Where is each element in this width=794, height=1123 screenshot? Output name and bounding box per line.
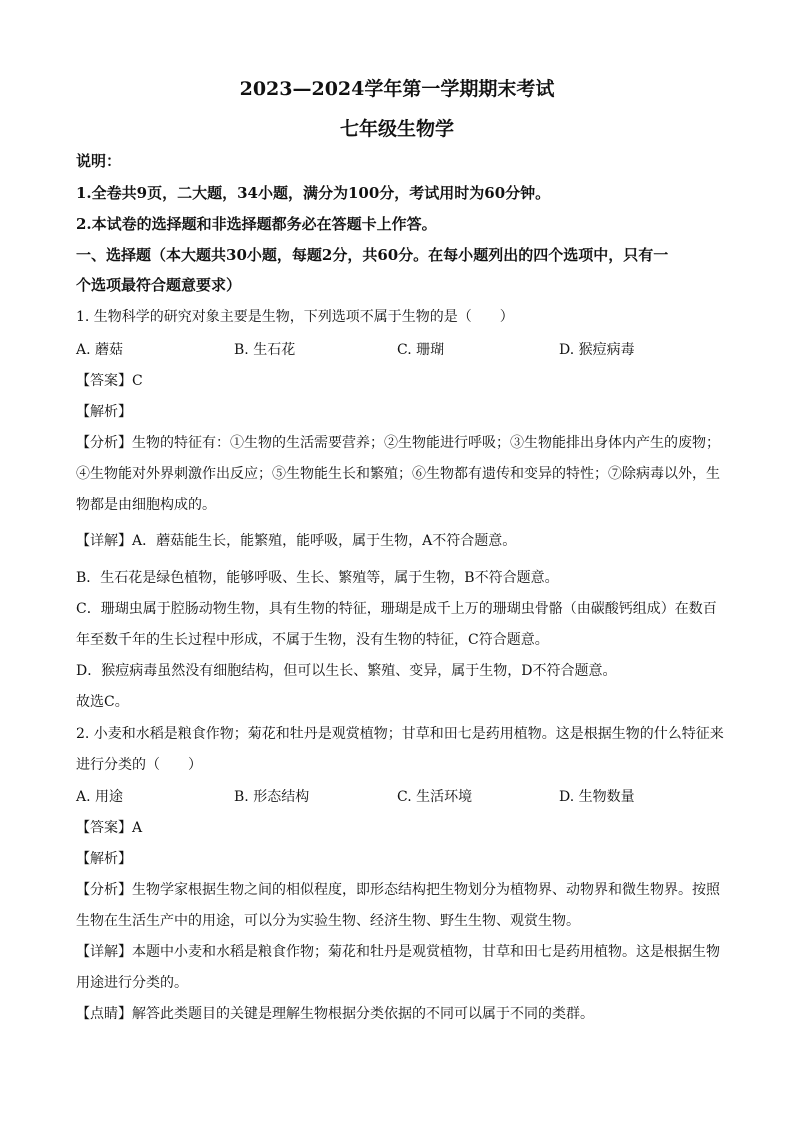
- question-2-stem: 2. 小麦和水稻是粮食作物；菊花和牡丹是观赏植物；甘草和田七是药用植物。这是根据生物的什么特征来: [76, 726, 724, 742]
- q1-analysis-line: 【分析】生物的特征有：①生物的生活需要营养；②生物能进行呼吸；③生物能排出身体内产生的废物；: [76, 435, 720, 451]
- instruction-item: 2.本试卷的选择题和非选择题都务必在答题卡上作答。: [76, 215, 437, 233]
- q1-detail-line: 【详解】A．蘑菇能生长，能繁殖，能呼吸，属于生物，A不符合题意。: [76, 533, 517, 549]
- q1-option-d: D. 猴痘病毒: [559, 342, 635, 358]
- question-1-stem: 1. 生物科学的研究对象主要是生物，下列选项不属于生物的是（ ）: [76, 309, 514, 325]
- q2-option-c: C. 生活环境: [397, 789, 473, 805]
- instruction-item: 1.全卷共9页，二大题，34小题，满分为100分，考试用时为60分钟。: [76, 184, 551, 202]
- q1-option-a: A. 蘑菇: [76, 342, 124, 358]
- q1-analysis-label: 【解析】: [76, 404, 132, 420]
- q2-analysis-line: 【分析】生物学家根据生物之间的相似程度，即形态结构把生物划分为植物界、动物界和微生物界。按照: [76, 882, 720, 898]
- q2-detail-line: 用途进行分类的。: [76, 975, 188, 991]
- question-2-stem-continued: 进行分类的（ ）: [76, 757, 202, 773]
- q2-analysis-label: 【解析】: [76, 851, 132, 867]
- q2-detail-line: 【详解】本题中小麦和水稻是粮食作物；菊花和牡丹是观赏植物，甘草和田七是药用植物。这是根据生物: [76, 944, 720, 960]
- q2-answer: 【答案】A: [76, 820, 143, 836]
- q2-option-b: B. 形态结构: [234, 789, 310, 805]
- q2-tip: 【点睛】解答此类题目的关键是理解生物根据分类依据的不同可以属于不同的类群。: [76, 1006, 594, 1022]
- q1-option-b: B. 生石花: [234, 342, 296, 358]
- q1-analysis-line: ④生物能对外界刺激作出反应；⑤生物能生长和繁殖；⑥生物都有遗传和变异的特性；⑦除病毒以外，生: [76, 466, 720, 482]
- q2-analysis-line: 生物在生活生产中的用途，可以分为实验生物、经济生物、野生生物、观赏生物。: [76, 913, 580, 929]
- q1-analysis-line: 物都是由细胞构成的。: [76, 497, 216, 513]
- section-heading: 一、选择题（本大题共30小题，每题2分，共60分。在每小题列出的四个选项中，只有一: [76, 246, 669, 264]
- q2-option-a: A. 用途: [76, 789, 124, 805]
- section-heading-continued: 个选项最符合题意要求）: [76, 276, 242, 294]
- instructions-heading: 说明：: [76, 152, 122, 170]
- page-subtitle: 七年级生物学: [339, 118, 454, 140]
- q1-detail-line: 年至数千年的生长过程中形成，不属于生物，没有生物的特征，C符合题意。: [76, 632, 549, 648]
- page-title: 2023—2024学年第一学期期末考试: [239, 78, 555, 100]
- q1-answer: 【答案】C: [76, 373, 143, 389]
- q1-detail-line: B．生石花是绿色植物，能够呼吸、生长、繁殖等，属于生物，B不符合题意。: [76, 570, 559, 586]
- q1-detail-line: D．猴痘病毒虽然没有细胞结构，但可以生长、繁殖、变异，属于生物，D不符合题意。: [76, 663, 617, 679]
- q1-option-c: C. 珊瑚: [397, 342, 445, 358]
- q1-conclusion: 故选C。: [76, 694, 129, 710]
- q1-detail-line: C．珊瑚虫属于腔肠动物生物，具有生物的特征，珊瑚是成千上万的珊瑚虫骨骼（由碳酸钙组成）在数百: [76, 601, 717, 617]
- q2-option-d: D. 生物数量: [559, 789, 635, 805]
